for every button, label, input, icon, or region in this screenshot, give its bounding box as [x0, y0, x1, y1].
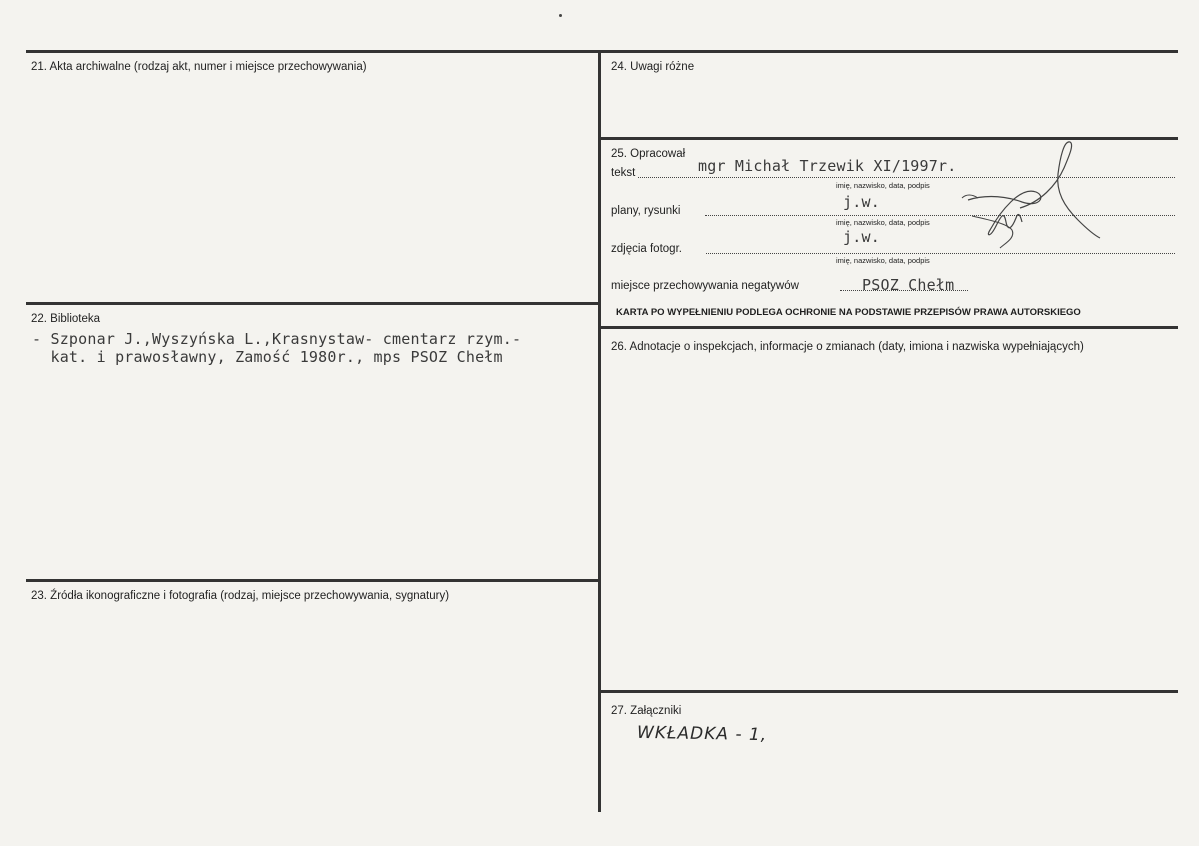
rule-22-23: [26, 579, 599, 582]
top-rule: [26, 50, 1178, 53]
signature-image: [960, 138, 1110, 258]
rule-25-26: [599, 326, 1178, 329]
rule-26-27: [599, 690, 1178, 693]
zdjecia-label: zdjęcia fotogr.: [611, 243, 682, 255]
section-22-label: 22. Biblioteka: [31, 313, 101, 325]
section-24-label: 24. Uwagi różne: [611, 61, 695, 73]
section-21-label: 21. Akta archiwalne (rodzaj akt, numer i miejsce przechowywania): [31, 61, 367, 73]
tekst-label: tekst: [611, 167, 636, 179]
copyright-notice: KARTA PO WYPEŁNIENIU PODLEGA OCHRONIE NA PODSTAWIE PRZEPISÓW PRAWA AUTORSKIEGO: [616, 307, 1081, 318]
rule-21-22: [26, 302, 599, 305]
zdjecia-value: j.w.: [843, 228, 880, 246]
attachment-handwritten: WKŁADKA - 1,: [636, 722, 768, 746]
negatywy-label: miejsce przechowywania negatywów: [611, 280, 799, 292]
tekst-caption: imię, nazwisko, data, podpis: [836, 181, 930, 190]
bibliography-line-1: - Szponar J.,Wyszyńska L.,Krasnystaw- cmentarz rzym.-: [32, 330, 522, 348]
plany-caption: imię, nazwisko, data, podpis: [836, 218, 930, 227]
tekst-value: mgr Michał Trzewik XI/1997r.: [698, 157, 957, 175]
section-27-label: 27. Załączniki: [611, 705, 682, 717]
plany-label: plany, rysunki: [611, 205, 681, 217]
plany-value: j.w.: [843, 193, 880, 211]
center-divider: [598, 50, 601, 812]
section-25-label: 25. Opracował: [611, 148, 686, 160]
section-23-label: 23. Źródła ikonograficzne i fotografia (rodzaj, miejsce przechowywania, sygnatury): [31, 590, 450, 602]
negatywy-value: PSOZ Chełm: [862, 276, 955, 294]
zdjecia-caption: imię, nazwisko, data, podpis: [836, 256, 930, 265]
bibliography-line-2: kat. i prawosławny, Zamość 1980r., mps PSOZ Chełm: [32, 348, 503, 366]
section-26-label: 26. Adnotacje o inspekcjach, informacje o zmianach (daty, imiona i nazwiska wypełniających): [611, 341, 1084, 353]
punch-mark: [559, 14, 562, 17]
